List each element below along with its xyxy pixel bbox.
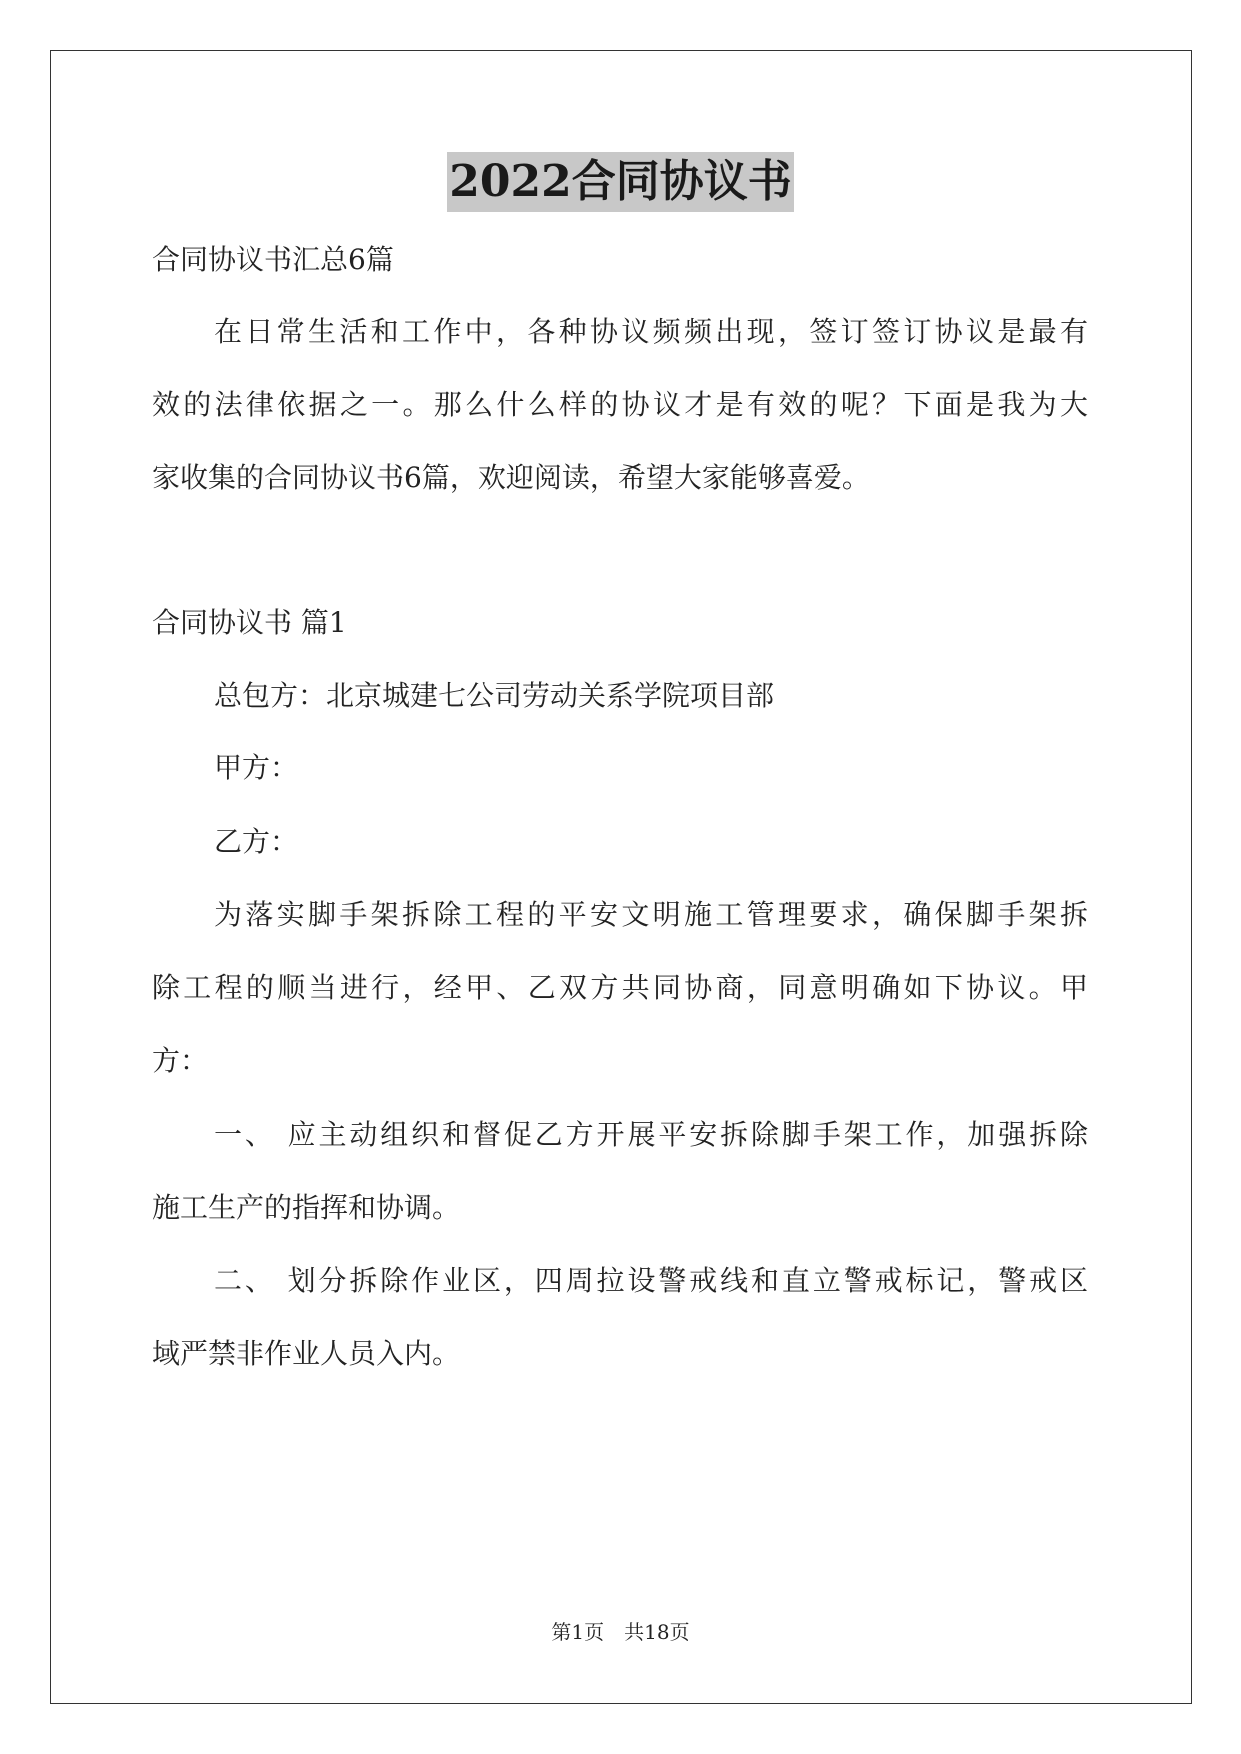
- section-heading: 合同协议书 篇1: [152, 606, 347, 639]
- clause-one-line: 一、 应主动组织和督促乙方开展平安拆除脚手架工作，加强拆除: [214, 1118, 1088, 1151]
- party-b-line: 乙方：: [214, 825, 299, 858]
- intro-paragraph-line: 在日常生活和工作中，各种协议频频出现，签订签订协议是最有: [214, 315, 1088, 348]
- party-a-line: 甲方：: [214, 751, 299, 784]
- intro-paragraph-line: 家收集的合同协议书6篇，欢迎阅读，希望大家能够喜爱。: [152, 461, 870, 494]
- page-border: [50, 50, 1192, 1704]
- page-number-footer: 第1页 共18页: [551, 1620, 690, 1644]
- agreement-paragraph-line: 方：: [152, 1044, 209, 1077]
- agreement-paragraph-line: 除工程的顺当进行，经甲、乙双方共同协商，同意明确如下协议。甲: [152, 971, 1088, 1004]
- clause-one-line: 施工生产的指挥和协调。: [152, 1191, 461, 1224]
- clause-two-line: 二、 划分拆除作业区，四周拉设警戒线和直立警戒标记，警戒区: [214, 1264, 1088, 1297]
- document-title: 2022合同协议书: [447, 152, 793, 212]
- general-contractor-line: 总包方：北京城建七公司劳动关系学院项目部: [214, 679, 775, 712]
- clause-two-line: 域严禁非作业人员入内。: [152, 1337, 461, 1370]
- intro-paragraph-line: 效的法律依据之一。那么什么样的协议才是有效的呢？下面是我为大: [152, 388, 1088, 421]
- title-container: [0, 152, 1241, 212]
- summary-heading: 合同协议书汇总6篇: [152, 243, 394, 276]
- agreement-paragraph-line: 为落实脚手架拆除工程的平安文明施工管理要求，确保脚手架拆: [214, 898, 1088, 931]
